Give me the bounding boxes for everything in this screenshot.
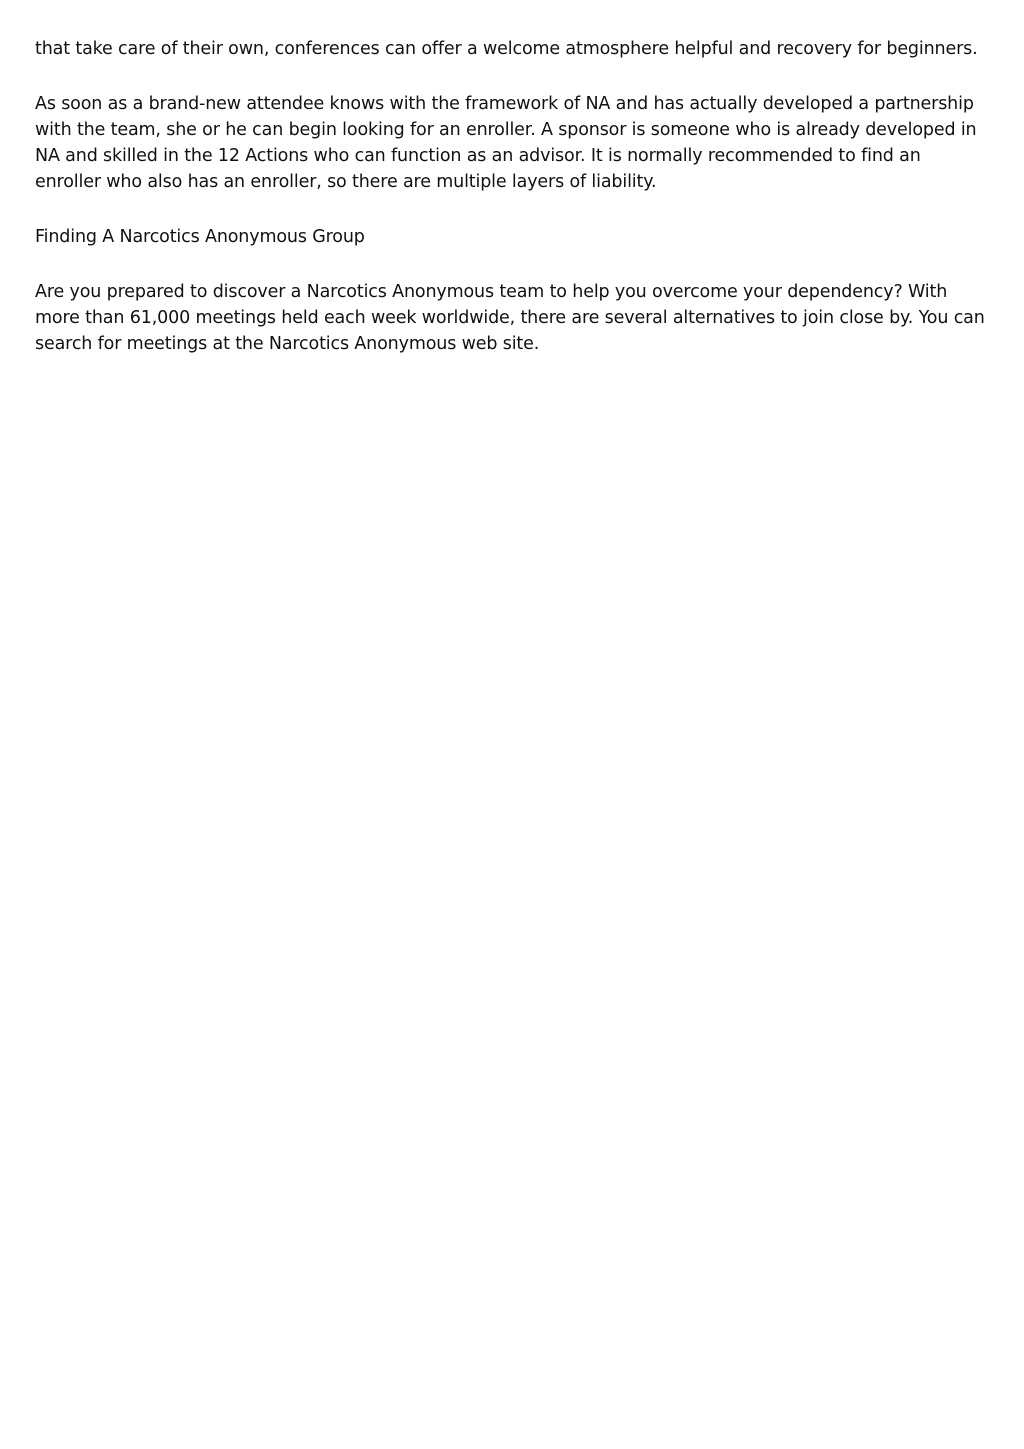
paragraph-sponsor: As soon as a brand-new attendee knows with the framework of NA and has actually developed a partnership with the team, she or he can begin looking for an enroller. A sponsor is someone who is already developed in NA and skilled in the 12 Actions who can function as an advisor. It is normally recommended to find an enroller who also has an enroller, so there are multiple layers of liability.	[35, 94, 977, 192]
document-page	[35, 36, 990, 386]
paragraph-support-groups: that take care of their own, conferences can offer a welcome atmosphere helpful and recovery for beginners.	[35, 39, 978, 59]
section-heading: Finding A Narcotics Anonymous Group	[35, 227, 365, 247]
paragraph-finding-group: Are you prepared to discover a Narcotics Anonymous team to help you overcome your dependency? With more than 61,000 meetings held each week worldwide, there are several alternatives to join close by. You can search for meetings at the Narcotics Anonymous web site.	[35, 282, 985, 354]
